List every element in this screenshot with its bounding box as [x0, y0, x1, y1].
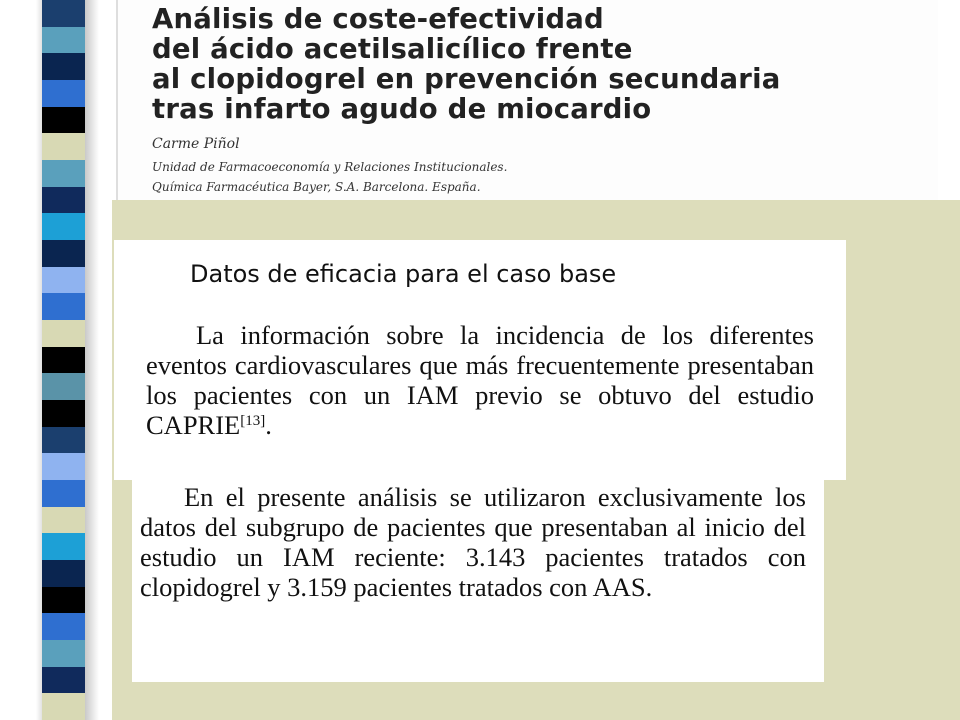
efficacy-text: La información sobre la incidencia de los diferentes eventos cardiovasculares que más frecuentemente presentaban los pacientes con un IAM previo se obtuvo del estudio CAPRIE	[146, 320, 814, 440]
analysis-box	[132, 480, 824, 682]
efficacy-end-punct: .	[265, 410, 272, 440]
strip-bar	[42, 267, 85, 294]
strip-bar	[42, 27, 85, 54]
strip-bar	[42, 213, 85, 240]
title-line-4: tras infarto agudo de miocardio	[152, 93, 652, 125]
title-line-2: del ácido acetilsalicílico frente	[152, 33, 633, 65]
affiliation-line-2: Química Farmacéutica Bayer, S.A. Barcelona. España.	[152, 180, 481, 194]
strip-bar	[42, 240, 85, 267]
strip-bar	[42, 507, 85, 534]
title-line-1: Análisis de coste-efectividad	[152, 3, 604, 35]
strip-bar	[42, 293, 85, 320]
strip-bar	[42, 80, 85, 107]
efficacy-box	[114, 240, 846, 480]
reference-marker: [13]	[240, 413, 266, 429]
strip-bar	[42, 0, 85, 27]
strip-bar	[42, 320, 85, 347]
strip-bar	[42, 400, 85, 427]
author-name: Carme Piñol	[152, 136, 240, 152]
strip-bar	[42, 133, 85, 160]
efficacy-paragraph	[146, 320, 814, 440]
strip-bar	[42, 693, 85, 720]
strip-bar	[42, 640, 85, 667]
efficacy-heading: Datos de eficacia para el caso base	[190, 260, 617, 288]
strip-shadow	[85, 0, 99, 720]
strip-bar	[42, 480, 85, 507]
strip-bar	[42, 453, 85, 480]
affiliation-line-1: Unidad de Farmacoeconomía y Relaciones Institucionales.	[152, 160, 508, 174]
article-title	[152, 4, 780, 124]
strip-bar	[42, 347, 85, 374]
title-panel	[112, 0, 960, 200]
strip-bar	[42, 53, 85, 80]
strip-bar	[42, 560, 85, 587]
strip-bar	[42, 187, 85, 214]
strip-bar	[42, 587, 85, 614]
strip-bar	[42, 107, 85, 134]
decorative-strip	[0, 0, 112, 720]
strip-bar	[42, 160, 85, 187]
strip-bar	[42, 613, 85, 640]
analysis-text: En el presente análisis se utilizaron exclusivamente los datos del subgrupo de pacientes que presentaban al inicio del estudio un IAM reciente: 3.143 pacientes tratados con clopidogrel y 3.159 pacientes tratados con AAS.	[140, 482, 806, 602]
title-line-3: al clopidogrel en prevención secundaria	[152, 63, 781, 95]
title-image	[116, 0, 938, 200]
analysis-paragraph	[140, 482, 806, 602]
strip-bar	[42, 667, 85, 694]
strip-bar	[42, 427, 85, 454]
strip-bar	[42, 373, 85, 400]
strip-bar	[42, 533, 85, 560]
